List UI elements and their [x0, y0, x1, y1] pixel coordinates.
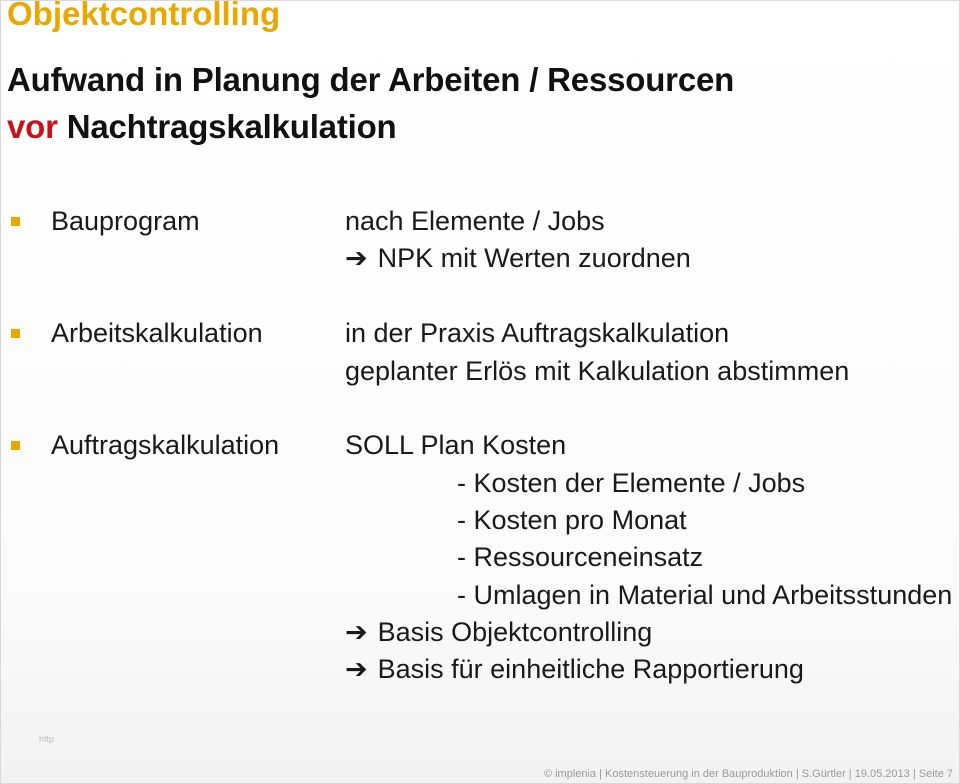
item-detail-arrow-line: ➔ Basis Objektcontrolling: [345, 617, 653, 647]
slide-headline: [7, 56, 734, 150]
item-subdetail: - Umlagen in Material und Arbeitsstunden: [457, 580, 953, 610]
arrow-right-icon: ➔: [345, 617, 368, 647]
item-detail-arrow-line: ➔ Basis für einheitliche Rapportierung: [345, 654, 804, 684]
item-detail: geplanter Erlös mit Kalkulation abstimmen: [345, 356, 850, 386]
arrow-right-icon: ➔: [345, 243, 368, 273]
arrow-right-icon: ➔: [345, 654, 368, 684]
headline-accent-word: vor: [7, 108, 58, 145]
item-subdetail: - Ressourceneinsatz: [457, 542, 704, 572]
item-detail: nach Elemente / Jobs: [345, 206, 605, 236]
item-label: Arbeitskalkulation: [51, 318, 263, 348]
item-detail-arrow-line: ➔ NPK mit Werten zuordnen: [345, 243, 691, 273]
headline-line-2: [7, 103, 734, 150]
section-title: Objektcontrolling: [7, 0, 281, 32]
headline-line-2-rest: Nachtragskalkulation: [66, 108, 397, 145]
bullet-square-icon: [11, 329, 20, 338]
bullet-square-icon: [11, 217, 20, 226]
item-subdetail: - Kosten pro Monat: [457, 505, 687, 535]
item-subdetail: - Kosten der Elemente / Jobs: [457, 468, 806, 498]
slide-footer: © implenia | Kostensteuerung in der Bauproduktion | S.Gürtler | 19.05.2013 | Seite 7: [543, 768, 953, 780]
bullet-square-icon: [11, 441, 20, 450]
item-label: Auftragskalkulation: [51, 430, 280, 460]
item-label: Bauprogram: [51, 206, 200, 236]
item-detail: in der Praxis Auftragskalkulation: [345, 318, 730, 348]
watermark: http: [39, 734, 55, 744]
item-detail: SOLL Plan Kosten: [345, 430, 567, 460]
headline-line-1: Aufwand in Planung der Arbeiten / Ressourcen: [7, 61, 735, 98]
